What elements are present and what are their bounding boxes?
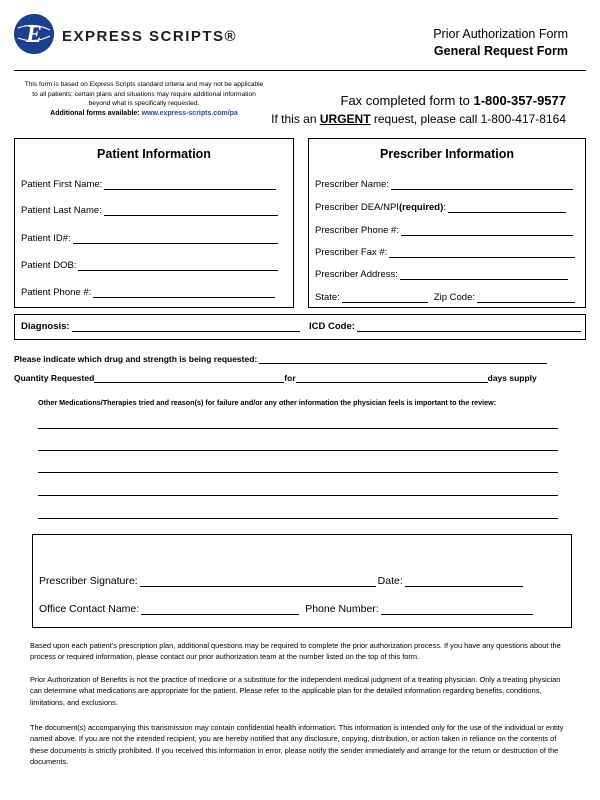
prescriber-address-input[interactable]	[400, 271, 568, 280]
patient-first-name-input[interactable]	[104, 181, 276, 190]
fax-instructions	[271, 92, 566, 128]
prescriber-dea-input[interactable]	[448, 204, 566, 213]
office-contact-input[interactable]	[141, 604, 299, 615]
patient-phone-input[interactable]	[93, 289, 275, 298]
icd-code-input[interactable]	[357, 323, 581, 332]
office-phone-input[interactable]	[381, 604, 533, 615]
drug-strength-field[interactable]: Please indicate which drug and strength is being requested:	[14, 354, 547, 364]
additional-forms-label: Additional forms available:	[50, 109, 140, 117]
prescriber-zip-input[interactable]	[477, 294, 575, 303]
patient-first-name-field[interactable]: Patient First Name:	[21, 179, 276, 190]
prescriber-signature-field[interactable]: Prescriber Signature: Date:	[39, 575, 523, 587]
prescriber-dea-field[interactable]: Prescriber DEA/NPI (required) :	[315, 202, 566, 213]
prescriber-info-title: Prescriber Information	[379, 147, 515, 161]
other-medications-line-3[interactable]	[38, 472, 558, 473]
prescriber-fax-input[interactable]	[389, 249, 575, 258]
office-contact-field[interactable]: Office Contact Name: Phone Number:	[39, 603, 533, 615]
footer-paragraph-1: Based upon each patient’s prescription plan, additional questions may be required to complete the prior authorization process. If you have any questions about the process or required information, please contact our prior authorization team at the number listed on the top of this form.	[30, 641, 561, 662]
additional-forms	[24, 109, 264, 119]
patient-last-name-input[interactable]	[104, 207, 278, 216]
patient-last-name-field[interactable]: Patient Last Name:	[21, 205, 278, 216]
prescriber-phone-field[interactable]: Prescriber Phone #:	[315, 225, 573, 236]
prescriber-name-field[interactable]: Prescriber Name:	[315, 179, 573, 190]
patient-id-field[interactable]: Patient ID#:	[21, 233, 278, 244]
footer-paragraph-3: The document(s) accompanying this transmission may contain confidential health information. This information is intended only for the use of the individual or entity named above. If you are not the intended recipient, you are hereby notified that any disclosure, copying, distribution, or action taken in reliance on the contents of these documents is strictly prohibited. If you received this information in error, please notify the sender immediately and arrange for the return or destruction of the documents.	[30, 723, 564, 767]
additional-forms-link[interactable]: www.express-scripts.com/pa	[141, 109, 238, 117]
other-medications-line-2[interactable]	[38, 450, 558, 451]
patient-id-input[interactable]	[73, 235, 278, 244]
patient-phone-field[interactable]: Patient Phone #:	[21, 287, 275, 298]
brand-name: EXPRESS SCRIPTS®	[62, 28, 238, 45]
svg-text:E: E	[26, 22, 43, 48]
quantity-input[interactable]	[94, 374, 284, 383]
urgent-label: URGENT	[319, 112, 371, 126]
fax-line	[271, 92, 566, 110]
other-medications-line-5[interactable]	[38, 518, 558, 519]
signature-box	[32, 534, 572, 628]
prescriber-state-input[interactable]	[342, 294, 428, 303]
days-input[interactable]	[296, 374, 488, 383]
patient-dob-input[interactable]	[78, 262, 278, 271]
other-medications-line-1[interactable]	[38, 428, 558, 429]
fax-prefix: Fax completed form to	[340, 93, 474, 108]
header-divider	[14, 70, 586, 71]
patient-dob-field[interactable]: Patient DOB:	[21, 260, 278, 271]
urgent-line	[271, 110, 566, 128]
prescriber-name-input[interactable]	[391, 181, 573, 190]
diagnosis-field[interactable]: Diagnosis:	[21, 321, 300, 332]
prescriber-signature-input[interactable]	[140, 576, 376, 587]
other-medications-line-4[interactable]	[38, 495, 558, 496]
notice	[24, 80, 264, 118]
form-subtitle: General Request Form	[433, 44, 568, 58]
prescriber-address-field[interactable]: Prescriber Address:	[315, 269, 568, 280]
prescriber-info-box	[308, 138, 586, 308]
urgent-suffix: request, please call 1-800-417-8164	[370, 112, 566, 126]
diagnosis-input[interactable]	[72, 323, 300, 332]
icd-code-field[interactable]: ICD Code:	[309, 321, 581, 332]
notice-text: This form is based on Express Scripts standard criteria and may not be applicable to all patients; certain plans and situations may require additional information beyond what is specifically requested.	[24, 81, 264, 108]
logo-e-icon	[14, 14, 54, 54]
form-title: Prior Authorization Form	[433, 27, 568, 41]
drug-strength-input[interactable]	[259, 355, 547, 364]
urgent-prefix: If this an	[271, 112, 320, 126]
patient-info-box	[14, 138, 294, 308]
diagnosis-box	[14, 314, 586, 340]
other-medications-label: Other Medications/Therapies tried and reason(s) for failure and/or any other information the physician feels is important to the review:	[38, 398, 497, 407]
footer-paragraph-2: Prior Authorization of Benefits is not the practice of medicine or a substitute for the independent medical judgment of a treating physician. Only a treating physician can determine what medications are appropriate for the patient. Please refer to the applicable plan for the detailed information regarding benefits, conditions, limitations, and exclusions.	[30, 675, 561, 707]
patient-info-title: Patient Information	[97, 147, 211, 161]
prescriber-state-zip-field[interactable]: State: Zip Code:	[315, 292, 575, 303]
express-scripts-logo	[14, 14, 54, 54]
signature-date-input[interactable]	[405, 576, 523, 587]
prescriber-phone-input[interactable]	[401, 227, 573, 236]
quantity-field[interactable]: Quantity Requested for days supply	[14, 373, 537, 383]
prescriber-fax-field[interactable]: Prescriber Fax #:	[315, 247, 575, 258]
form-heading	[433, 26, 568, 60]
fax-number: 1-800-357-9577	[473, 93, 566, 108]
